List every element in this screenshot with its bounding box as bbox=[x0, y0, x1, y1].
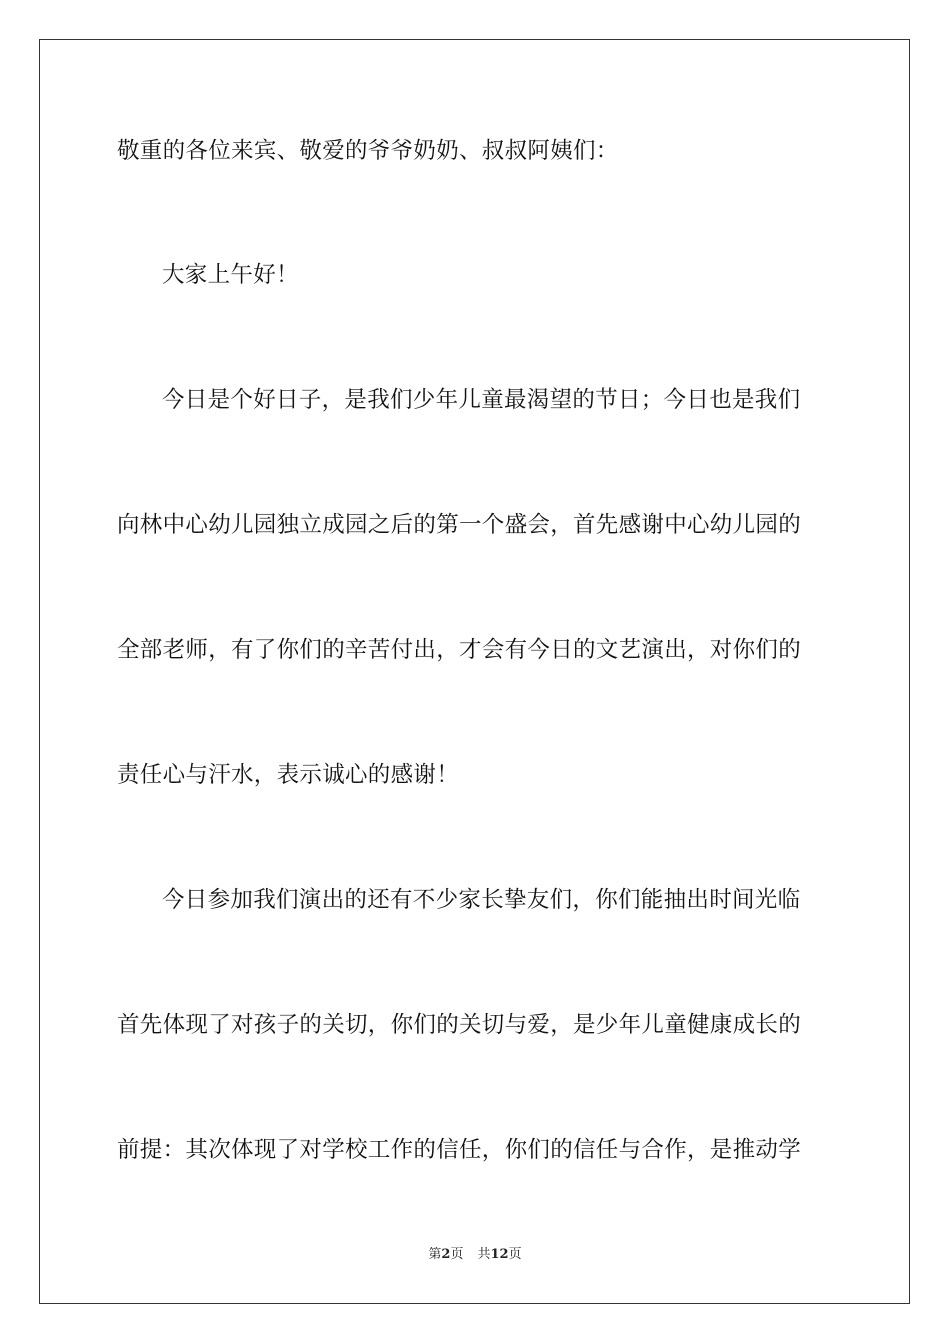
paragraph-1-line-1: 今日是个好日子，是我们少年儿童最渴望的节日；今日也是我们 bbox=[162, 387, 801, 413]
page-label-prefix: 第 bbox=[428, 1247, 442, 1262]
page-border bbox=[39, 39, 910, 1304]
page-footer bbox=[0, 1246, 950, 1264]
total-pages: 12 bbox=[490, 1247, 509, 1262]
paragraph-2-line-2: 首先体现了对孩子的关切，你们的关切与爱，是少年儿童健康成长的 bbox=[117, 1012, 802, 1038]
paragraph-1-line-2: 向林中心幼儿园独立成园之后的第一个盛会，首先感谢中心幼儿园的 bbox=[117, 512, 802, 538]
paragraph-1-line-3: 全部老师，有了你们的辛苦付出，才会有今日的文艺演出，对你们的 bbox=[117, 637, 802, 663]
greeting-line: 大家上午好！ bbox=[162, 262, 299, 288]
total-label-prefix: 共 bbox=[477, 1247, 491, 1262]
total-label-suffix: 页 bbox=[508, 1247, 522, 1262]
page-label-suffix: 页 bbox=[450, 1247, 464, 1262]
paragraph-1-line-4: 责任心与汗水，表示诚心的感谢！ bbox=[117, 762, 460, 788]
salutation-line: 敬重的各位来宾、敬爱的爷爷奶奶、叔叔阿姨们： bbox=[117, 138, 619, 164]
paragraph-2-line-3: 前提：其次体现了对学校工作的信任，你们的信任与合作，是推动学 bbox=[117, 1137, 802, 1163]
page-number: 2 bbox=[441, 1247, 451, 1262]
paragraph-2-line-1: 今日参加我们演出的还有不少家长挚友们，你们能抽出时间光临 bbox=[162, 887, 801, 913]
